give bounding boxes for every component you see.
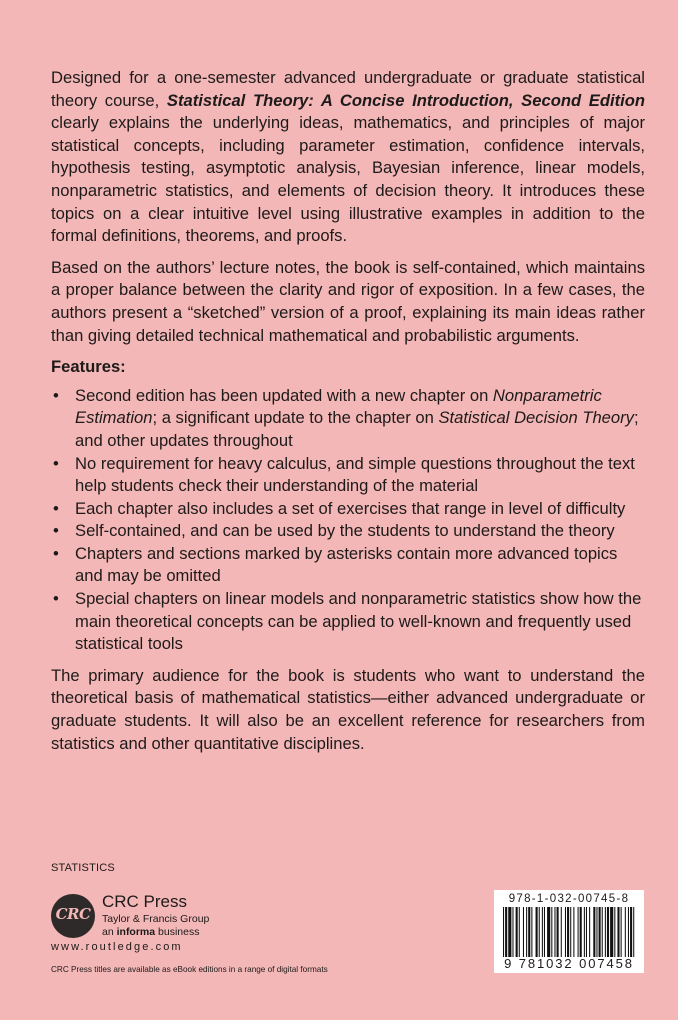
barcode-bar [551,907,552,957]
back-cover-text [51,67,645,764]
bullet-icon: • [53,453,59,473]
barcode-bar [516,907,518,957]
intro-paragraph: Designed for a one-semester advanced undergraduate or graduate statistical theory course, Statistical Theory: A Concise Introduction, Second Edition clearly explains the underlying ideas, mathematics, and principles of major statistical concepts, including parameter estimation, confidence intervals, hypothesis testing, asymptotic analysis, Bayesian inference, linear models, nonparametric statistics, and elements of decision theory. It introduces these topics on a clear intuitive level using illustrative examples in addition to the formal definitions, theorems, and proofs. [51,68,646,246]
feature-item: • Each chapter also includes a set of exercises that range in level of difficulty [51,498,645,521]
barcode-bar [625,907,626,957]
category-label: STATISTICS [51,862,115,874]
bullet-icon: • [53,521,59,541]
barcode-bar [528,907,530,957]
barcode-bar [633,907,634,957]
feature-item: • No requirement for heavy calculus, and simple questions throughout the text help students check their understanding of the material [53,453,635,496]
barcode-bar [596,907,597,957]
features-heading: Features: [51,357,126,377]
barcode-bar [505,907,507,957]
crc-logo-icon [51,894,95,938]
features-list [51,385,645,656]
barcode-bar [531,907,532,957]
barcode-bar [523,907,524,957]
barcode-bar [578,907,579,957]
bullet-icon: • [53,543,59,563]
barcode-bar [586,907,587,957]
feature-item: • Special chapters on linear models and nonparametric statistics show how the main theoretical concepts can be applied to well-known and frequently used statistical tools [53,589,642,654]
feature-item: • Self-contained, and can be used by the students to understand the theory [51,520,645,543]
barcode-bar [508,907,511,957]
logo-text: CRC [55,905,91,923]
isbn-barcode [494,890,644,973]
website-link[interactable]: www.routledge.com [51,941,183,953]
publisher-group: Taylor & Francis Group [102,913,210,925]
barcode-bar [589,907,590,957]
audience-paragraph: The primary audience for the book is students who want to understand the theoretical basis of mathematical statistics—either advanced undergraduate or graduate students. It will also be an excellent reference for researchers from statistics and other quantitative disciplines. [51,665,645,753]
barcode-bar [539,907,540,957]
barcode-bar [614,907,615,957]
barcode-bar [557,907,559,957]
barcode-bar [628,907,629,957]
barcode-bars [503,907,635,957]
barcode-bar [567,907,569,957]
barcode-bar [570,907,571,957]
barcode-bar [602,907,603,957]
barcode-bar [584,907,585,957]
barcode-bar [593,907,595,957]
barcode-bar [621,907,622,957]
feature-item: • Second edition has been updated with a new chapter on Nonparametric Estimation; a significant update to the chapter on Statistical Decision Theory; and other updates throughout [53,385,639,450]
barcode-bar [617,907,619,957]
barcode-bar [573,907,574,957]
barcode-bar [503,907,504,957]
bullet-icon: • [53,385,59,405]
barcode-bar [561,907,562,957]
barcode-bar [536,907,538,957]
barcode-bar [554,907,555,957]
barcode-bar [580,907,582,957]
barcode-bar [565,907,566,957]
barcode-bar [512,907,513,957]
barcode-bar [605,907,606,957]
barcode-bar [542,907,543,957]
barcode-bar [519,907,520,957]
barcode-digits: 9 781032 007458 [504,956,634,971]
barcode-bar [610,907,613,957]
ebook-note: CRC Press titles are available as eBook editions in a range of digital formats [51,965,328,974]
bullet-icon: • [53,589,59,609]
barcode-bar [544,907,545,957]
barcode-bar [599,907,601,957]
feature-item: • Chapters and sections marked by asterisks contain more advanced topics and may be omitted [53,543,618,586]
isbn-label: 978-1-032-00745-8 [508,893,630,905]
book-title: Statistical Theory: A Concise Introduction, Second Edition [166,90,646,110]
bullet-icon: • [53,498,59,518]
barcode-bar [526,907,527,957]
barcode-bar [630,907,632,957]
barcode-bar [607,907,609,957]
barcode-bar [547,907,550,957]
paragraph-lecture-notes: Based on the authors’ lecture notes, the book is self-contained, which maintains a proper balance between the clarity and rigor of exposition. In a few cases, the authors present a “sketched” version of a proof, explaining its main ideas rather than giving detailed technical mathematical and probabilistic arguments. [51,257,645,345]
informa-line: an informa business [102,926,200,938]
publisher-name: CRC Press [102,892,188,911]
